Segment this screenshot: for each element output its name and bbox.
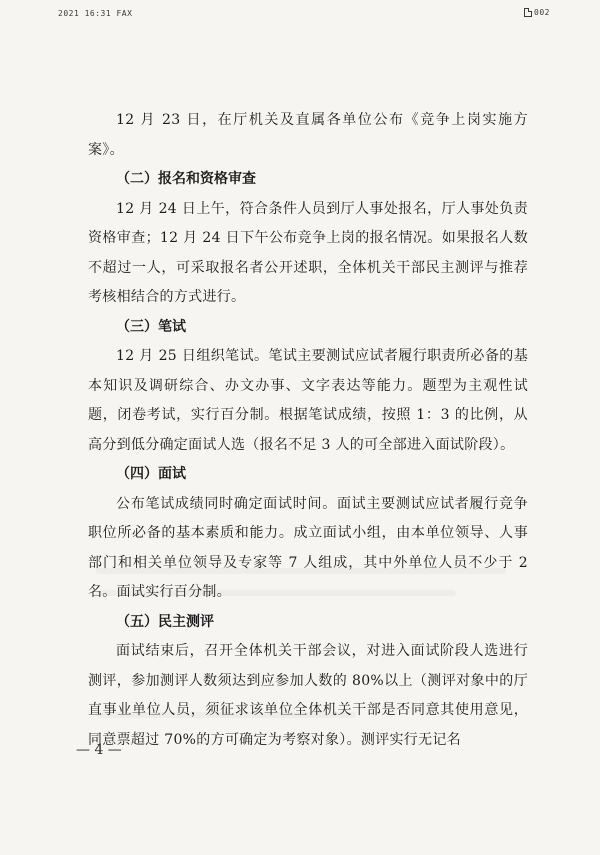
paragraph-written-exam: 12 月 25 日组织笔试。笔试主要测试应试者履行职责所必备的基本知识及调研综合、办文办事、文字表达等能力。题型为主观性试题，闭卷考试，实行百分制。根据笔试成绩，按照 1：3 的比例，从高分到低分确定面试人选（报名不足 3 人的可全部进入面试阶段）。	[88, 348, 528, 453]
fax-page-code: 002	[534, 8, 550, 17]
section-heading-democratic-evaluation: （五）民主测评	[116, 613, 214, 630]
paragraph-interview: 公布笔试成绩同时确定面试时间。面试主要测试应试者履行竞争职位所必备的基本素质和能力。成立面试小组，由本单位领导、人事部门和相关单位领导及专家等 7 人组成，其中外单位人员不少于 2 名。面试实行百分制。	[88, 495, 528, 600]
section-heading-interview: （四）面试	[116, 466, 186, 482]
section-heading-written-exam: （三）笔试	[116, 318, 186, 335]
fax-header	[0, 8, 600, 24]
fax-page-icon	[524, 8, 532, 17]
section-heading-registration: （二）报名和资格审查	[116, 171, 256, 187]
fax-page-indicator	[524, 8, 550, 17]
page-number: — 4 —	[76, 742, 122, 758]
paragraph-announcement: 12 月 23 日，在厅机关及直属各单位公布《竞争上岗实施方案》。	[88, 112, 528, 158]
paragraph-democratic-evaluation: 面试结束后，召开全体机关干部会议，对进入面试阶段人选进行测评，参加测评人数须达到应参加人数的 80%以上（测评对象中的厅直事业单位人员，须征求该单位全体机关干部是否同意其使用意见，同意票超过 70%的方可确定为考察对象）。测评实行无记名	[88, 643, 528, 748]
fax-timestamp: 2021 16:31 FAX	[58, 9, 133, 18]
document-body	[88, 106, 528, 755]
paragraph-registration: 12 月 24 日上午，符合条件人员到厅人事处报名，厅人事处负责资格审查；12 月 24 日下午公布竞争上岗的报名情况。如果报名人数不超过一人，可采取报名者公开述职，全体机关干部民主测评与推荐考核相结合的方式进行。	[88, 200, 528, 305]
